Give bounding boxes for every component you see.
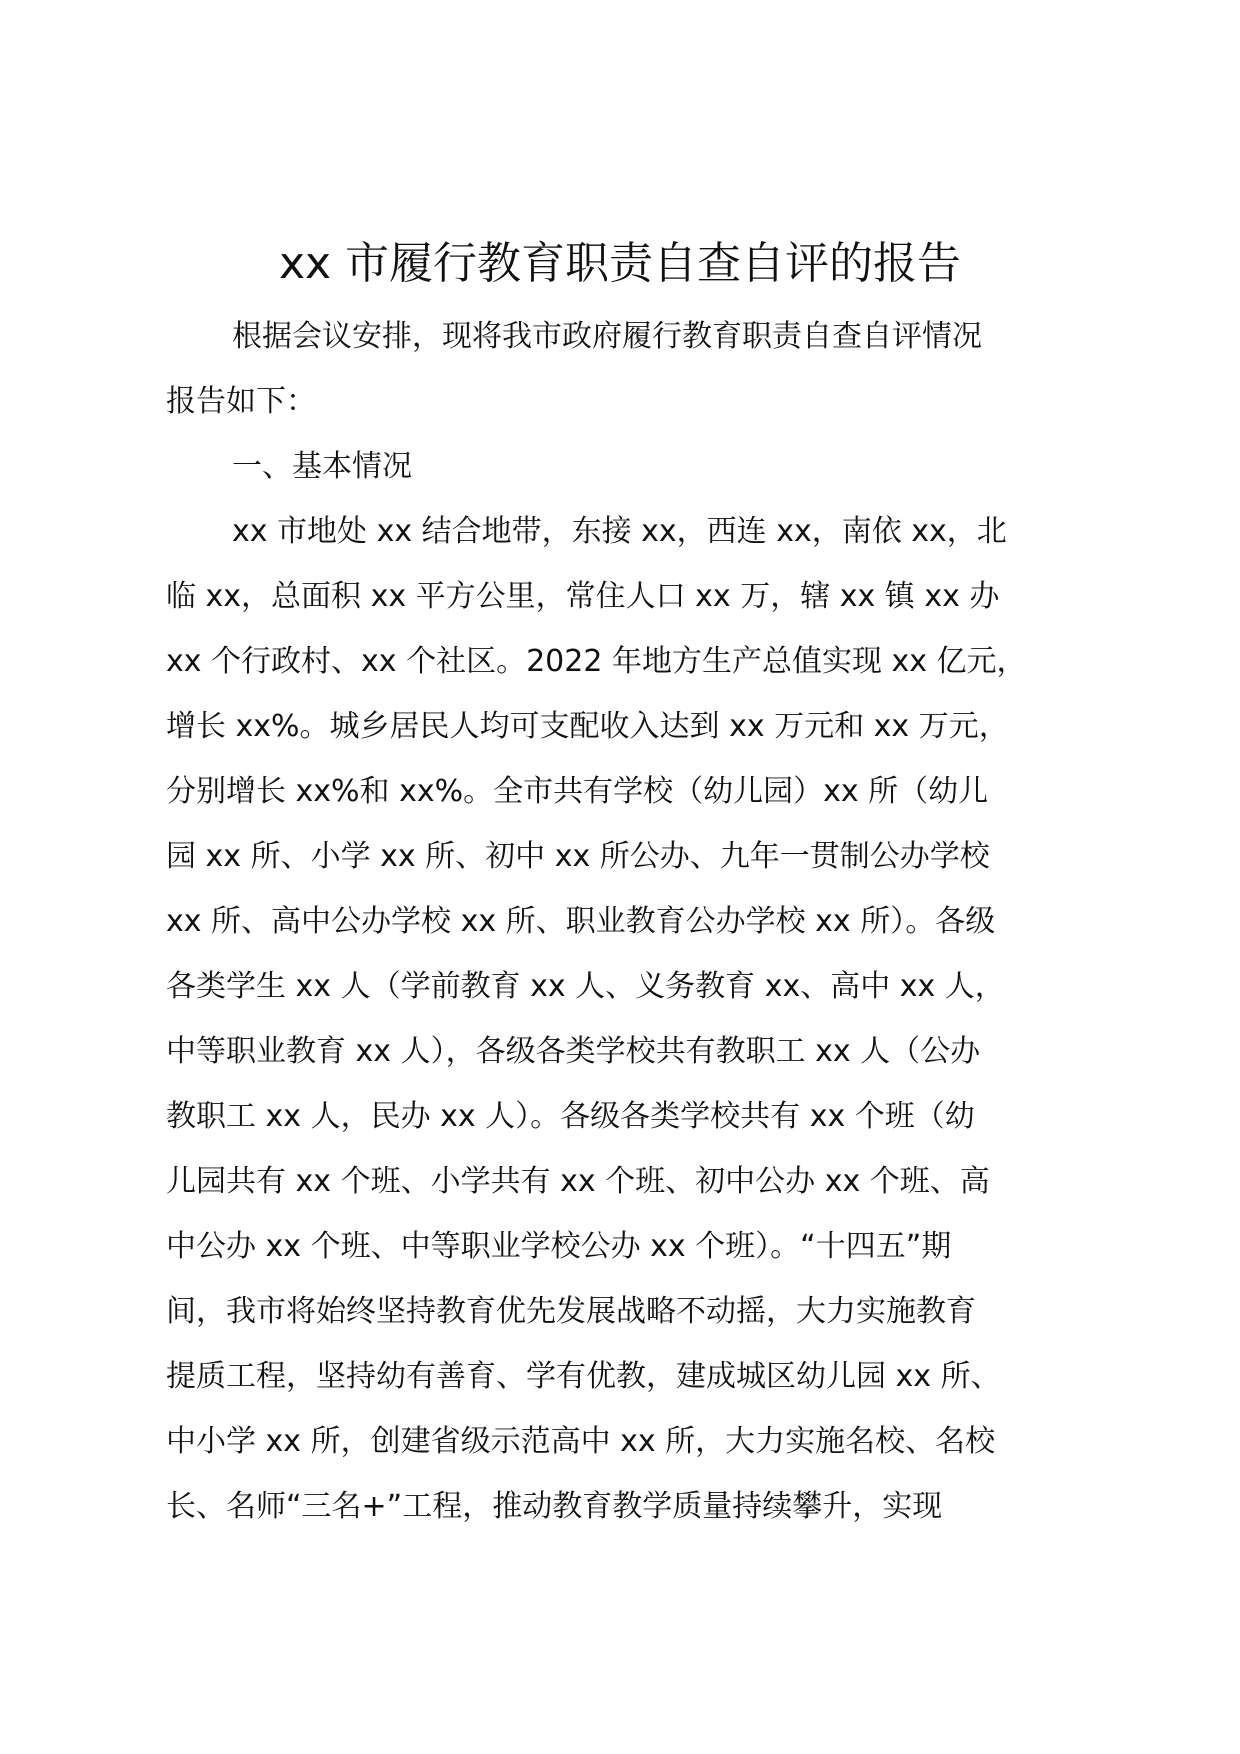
paragraph-line: 园 xx 所、小学 xx 所、初中 xx 所公办、九年一贯制公办学校 bbox=[166, 839, 990, 874]
paragraph-line: 中公办 xx 个班、中等职业学校公办 xx 个班）。“十四五”期 bbox=[166, 1229, 952, 1264]
paragraph-line: xx 所、高中公办学校 xx 所、职业教育公办学校 xx 所）。各级 bbox=[166, 904, 996, 939]
paragraph-line: xx 个行政村、xx 个社区。2022 年地方生产总值实现 xx 亿元， bbox=[166, 644, 1027, 679]
paragraph-line: 中小学 xx 所，创建省级示范高中 xx 所，大力实施名校、名校 bbox=[166, 1424, 996, 1459]
paragraph-line: 根据会议安排，现将我市政府履行教育职责自查自评情况 bbox=[232, 319, 982, 354]
paragraph-line: 间，我市将始终坚持教育优先发展战略不动摇，大力实施教育 bbox=[166, 1294, 976, 1329]
paragraph-line: 长、名师“三名+”工程，推动教育教学质量持续攀升，实现 bbox=[166, 1489, 943, 1524]
paragraph-line: 提质工程，坚持幼有善育、学有优教，建成城区幼儿园 xx 所、 bbox=[166, 1359, 1001, 1394]
paragraph-line: 增长 xx%。城乡居民人均可支配收入达到 xx 万元和 xx 万元， bbox=[166, 709, 1009, 744]
paragraph-line: 教职工 xx 人，民办 xx 人）。各级各类学校共有 xx 个班（幼 bbox=[166, 1099, 975, 1134]
section-heading: 一、基本情况 bbox=[232, 449, 412, 484]
paragraph-line: 中等职业教育 xx 人），各级各类学校共有教职工 xx 人（公办 bbox=[166, 1034, 981, 1069]
paragraph-line: xx 市地处 xx 结合地带，东接 xx，西连 xx，南依 xx，北 bbox=[232, 514, 1007, 549]
paragraph-line: 分别增长 xx%和 xx%。全市共有学校（幼儿园）xx 所（幼儿 bbox=[166, 774, 989, 809]
document-body bbox=[166, 304, 1106, 1539]
paragraph-line: 各类学生 xx 人（学前教育 xx 人、义务教育 xx、高中 xx 人， bbox=[166, 969, 1005, 1004]
document-title: xx 市履行教育职责自查自评的报告 bbox=[278, 238, 962, 289]
paragraph-line: 报告如下： bbox=[166, 384, 316, 419]
paragraph-line: 临 xx，总面积 xx 平方公里，常住人口 xx 万，辖 xx 镇 xx 办 bbox=[166, 579, 1000, 614]
paragraph-line: 儿园共有 xx 个班、小学共有 xx 个班、初中公办 xx 个班、高 bbox=[166, 1164, 990, 1199]
